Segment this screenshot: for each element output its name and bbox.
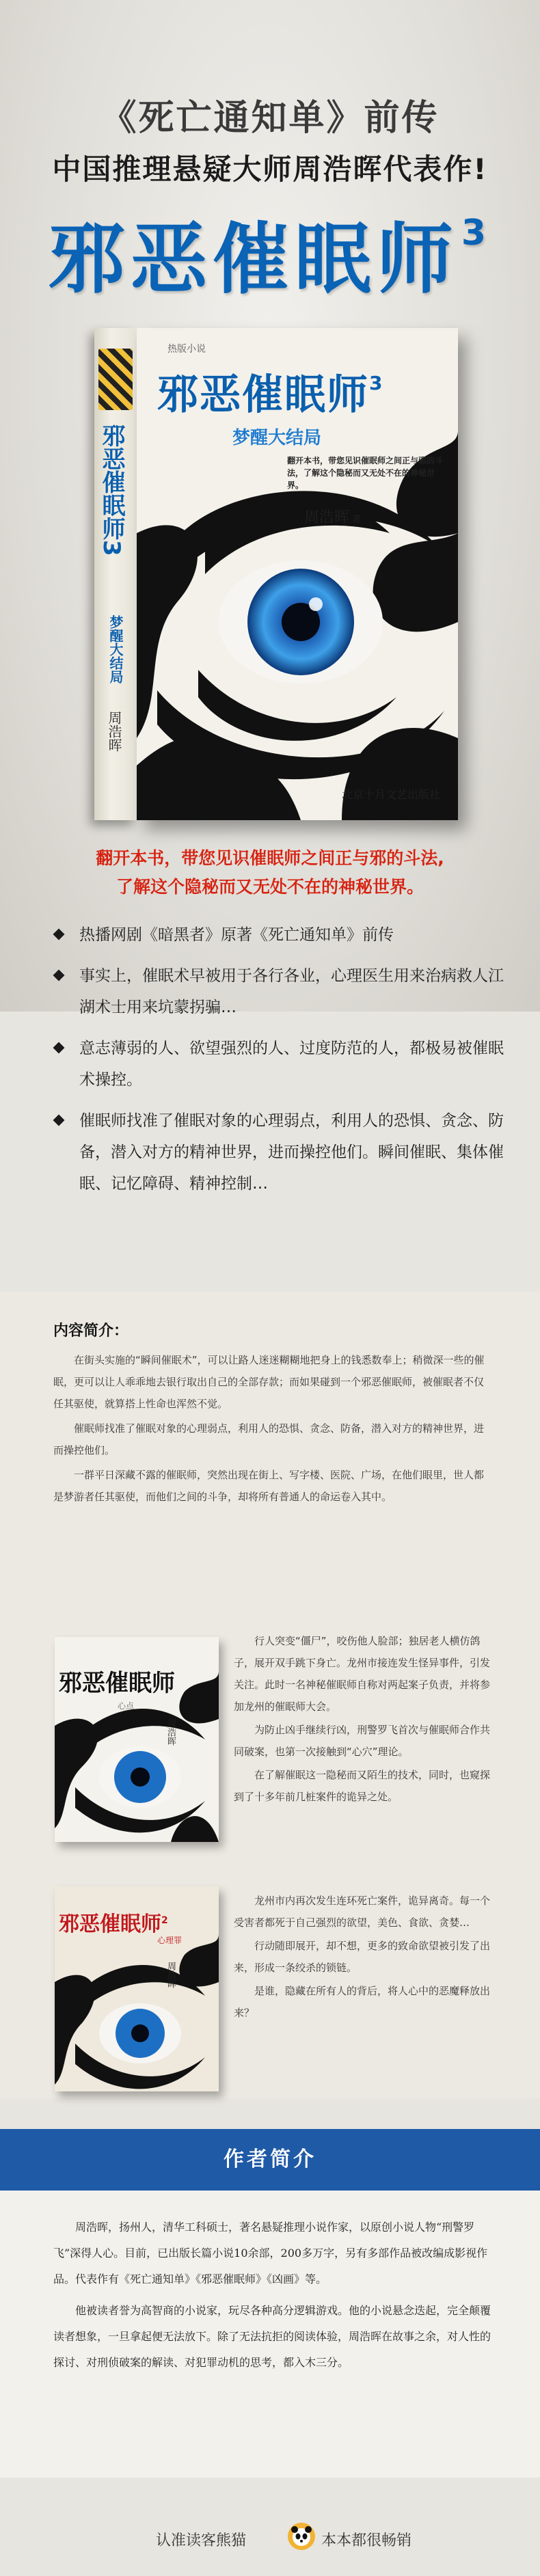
diamond-bullet-icon <box>53 1042 65 1054</box>
panda-logo-icon <box>287 2522 316 2551</box>
spine-title: 邪恶催眠师3 <box>98 424 125 556</box>
intro-heading: 内容简介： <box>53 1323 129 1340</box>
spine-author: 周浩晖 <box>106 711 122 752</box>
cover-subtitle: 梦醒大结局 <box>232 428 322 448</box>
author-heading: 作者简介 <box>0 2129 540 2191</box>
author-headline: 中国推理悬疑大师周浩晖代表作! <box>52 152 488 186</box>
book1-paragraph: 行人突变“僵尸”，咬伤他人脸部；独居老人横仿鸽子，展开双手跳下身亡。龙州市接连发生怪异事件，引发关注。此时一名神秘催眠师自称对两起案子负责，并将参加龙州的催眠师大会。 <box>234 1635 491 1713</box>
cover-title: 邪恶催眠师$^3$ <box>157 371 384 419</box>
diamond-bullet-icon <box>53 970 65 981</box>
promo-line-1: 翻开本书，带您见识催眠师之间正与邪的斗法, <box>96 848 444 868</box>
book-spine <box>94 328 137 820</box>
book2-title: 邪恶催眠师$^2$ <box>59 1912 168 1936</box>
diamond-bullet-icon <box>53 929 65 940</box>
intro-paragraph: 在街头实施的“瞬间催眠术”，可以让路人迷迷糊糊地把身上的钱悉数奉上；稍微深一些的催眠，更可以让人乖乖地去银行取出自己的全部存款；而如果碰到一个邪恶催眠师，被催眠者不仅任其驱使，就算搭上性命也浑然不觉。 <box>53 1354 485 1410</box>
book2-sub: 心理罪 <box>157 1936 183 1945</box>
feature-list <box>53 919 504 1209</box>
list-item: 热播网剧《暗黑者》原著《死亡通知单》前传 <box>53 919 504 951</box>
promo-lines <box>0 844 540 901</box>
author-text <box>53 2214 491 2381</box>
book1-paragraph: 为防止凶手继续行凶，刑警罗飞首次与催眠师合作共同破案，也第一次接触到“心穴”理论。 <box>234 1724 491 1758</box>
book2-paragraph: 行动随即展开，却不想，更多的致命欲望被引发了出来，形成一条绞杀的锁链。 <box>234 1940 491 1974</box>
footer-right-text: 本本都很畅销 <box>321 2532 412 2549</box>
spine-subtitle: 梦醒大结局 <box>107 615 124 683</box>
book-cover <box>137 328 458 820</box>
footer <box>0 2488 540 2576</box>
list-item: 事实上，催眠术早被用于各行各业，心理医生用来治病救人江湖术士用来坑蒙拐骗… <box>53 960 504 1023</box>
book2-description <box>234 1890 494 2025</box>
author-paragraph: 他被读者誉为高智商的小说家，玩尽各种高分逻辑游戏。他的小说悬念迭起，完全颠覆读者想象，一旦拿起便无法放下。除了无法抗拒的阅读体验，周浩晖在故事之余，对人性的探讨、对刑侦破案的解读、对犯罪动机的思考，都入木三分。 <box>53 2304 491 2369</box>
author-paragraph: 周浩晖，扬州人，清华工科硕士，著名悬疑推理小说作家，以原创小说人物“刑警罗飞”深得人心。目前，已出版长篇小说10余部，200多万字，另有多部作品被改编成影视作品。代表作有《死亡通知单》《邪恶催眠师》《凶画》等。 <box>53 2221 488 2286</box>
main-title: 邪恶催眠师$^3$ <box>48 213 492 304</box>
promo-line-2: 了解这个隐秘而又无处不在的神秘世界。 <box>116 877 424 897</box>
book1-cover <box>55 1637 219 1842</box>
cover-blurb: 翻开本书，带您见识催眠师之间正与邪的斗法，了解这个隐秘而又无处不在的神秘世界。 <box>287 456 444 490</box>
diamond-bullet-icon <box>53 1115 65 1126</box>
book1-paragraph: 在了解催眠这一隐秘而又陌生的技术，同时，也窥探到了十多年前几桩案件的诡异之处。 <box>234 1769 491 1803</box>
list-item: 催眠师找准了催眠对象的心理弱点，利用人的恐惧、贪念、防备，潜入对方的精神世界，进而操控他们。瞬间催眠、集体催眠、记忆障碍、精神控制… <box>53 1105 504 1199</box>
publisher-badge-icon <box>98 349 133 410</box>
book1-description <box>234 1630 494 1809</box>
prequel-headline: 《死亡通知单》前传 <box>100 98 440 139</box>
book2-cover <box>55 1886 219 2091</box>
book2-author: 周浩晖 <box>165 1962 176 1988</box>
cover-tag: 热版小说 <box>167 344 206 355</box>
book1-sub: 心点 <box>118 1701 135 1711</box>
book2-paragraph: 是谁，隐藏在所有人的背后，将人心中的恶魔释放出来？ <box>234 1985 491 2019</box>
book1-title: 邪恶催眠师 <box>59 1670 175 1697</box>
cover-publisher: 北京十月文艺出版社 <box>342 788 441 801</box>
intro-paragraph: 一群平日深藏不露的催眠师，突然出现在街上、写字楼、医院、广场，在他们眼里，世人都是梦游者任其驱使，而他们之间的斗争，却将所有普通人的命运卷入其中。 <box>53 1469 485 1503</box>
footer-left-text: 认准读客熊猫 <box>156 2532 247 2549</box>
intro-paragraph: 催眠师找准了催眠对象的心理弱点，利用人的恐惧、贪念、防备，潜入对方的精神世界，进而操控他们。 <box>53 1422 485 1456</box>
book2-paragraph: 龙州市内再次发生连环死亡案件，诡异离奇。每一个受害者都死于自己强烈的欲望，美色、食欲、贪婪… <box>234 1895 491 1929</box>
cover-author: 周浩晖 著 <box>304 509 362 526</box>
intro-text <box>53 1349 491 1510</box>
book1-author: 周浩晖 <box>165 1719 176 1746</box>
list-item: 意志薄弱的人、欲望强烈的人、过度防范的人，都极易被催眠术操控。 <box>53 1033 504 1096</box>
